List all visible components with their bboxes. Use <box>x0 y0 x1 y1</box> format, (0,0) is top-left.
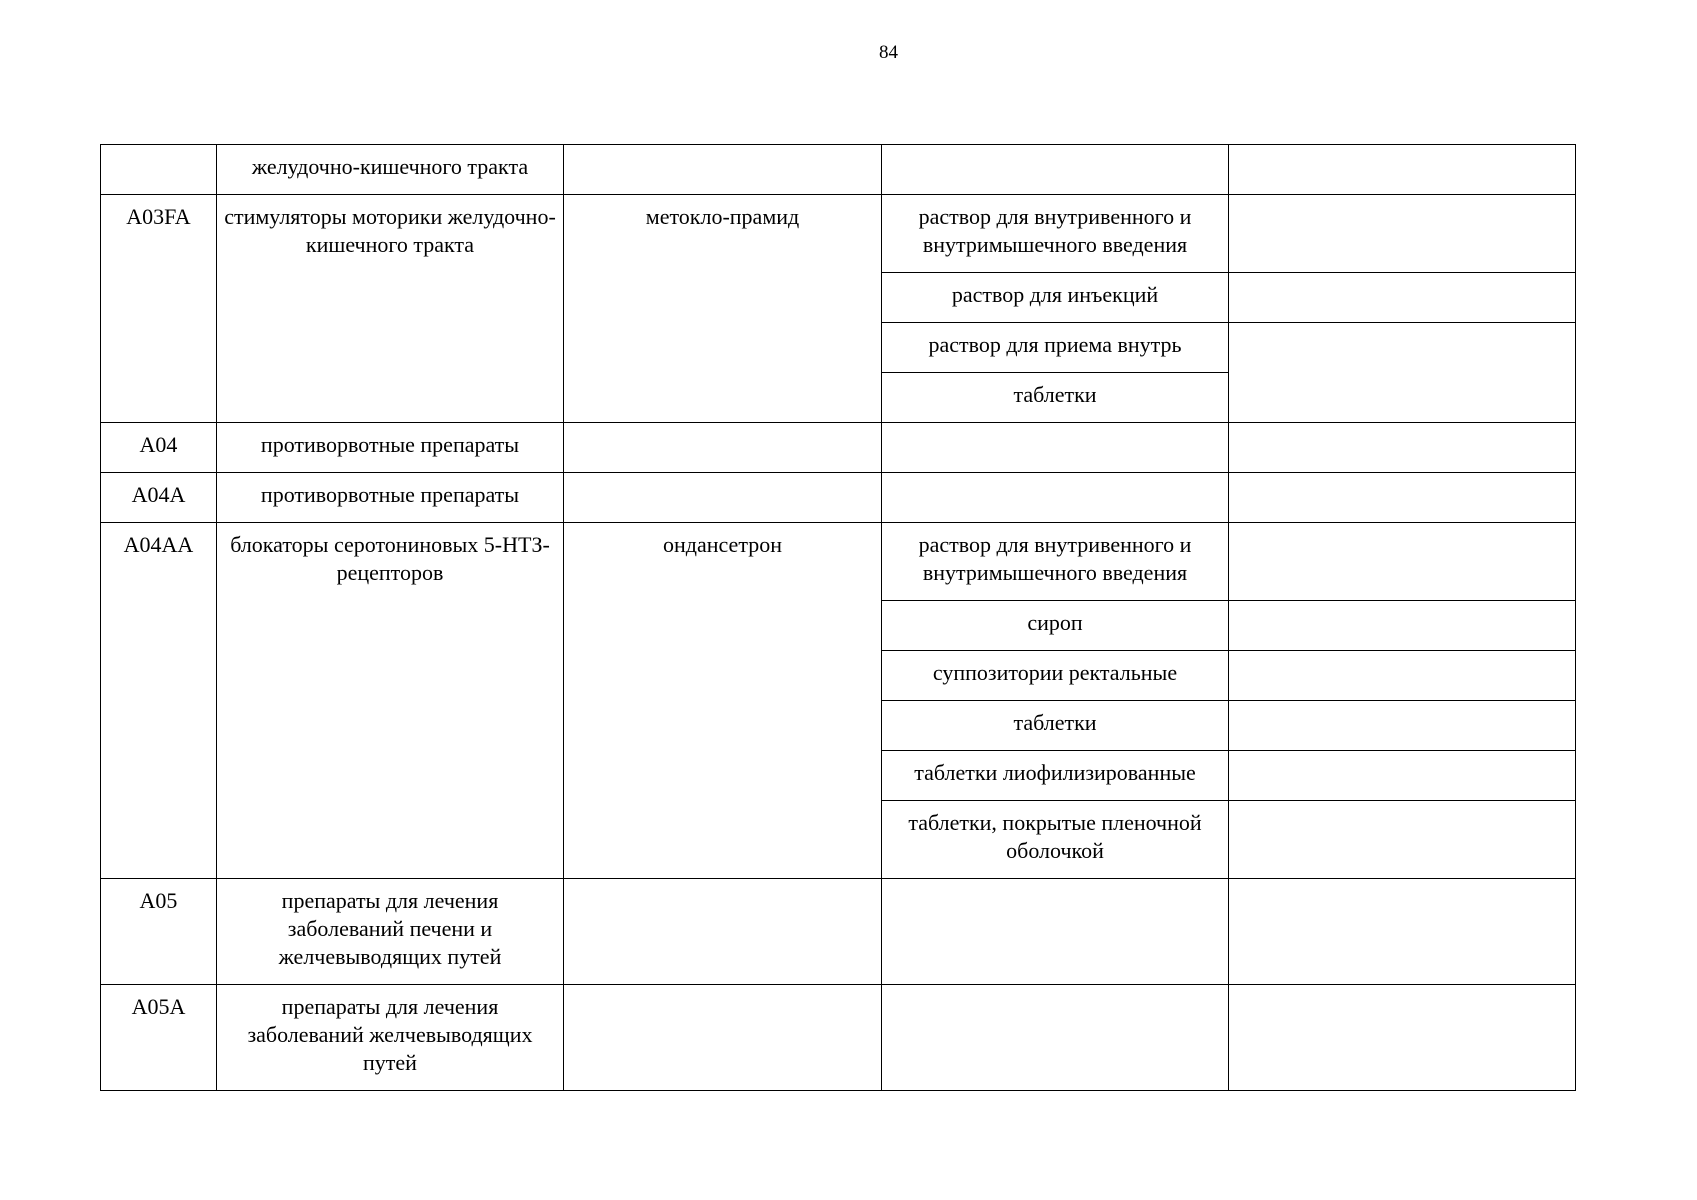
empty-cell <box>1229 651 1576 701</box>
empty-cell <box>1229 985 1576 1091</box>
atc-group-cell: противорвотные препараты <box>217 473 564 523</box>
empty-cell <box>1229 751 1576 801</box>
drug-list-table <box>100 144 1576 1091</box>
dosage-form-cell <box>882 879 1229 985</box>
dosage-form-cell: раствор для приема внутрь <box>882 323 1229 373</box>
empty-cell <box>1229 423 1576 473</box>
table-row <box>101 145 1576 195</box>
empty-cell <box>1229 273 1576 323</box>
empty-cell <box>1229 323 1576 423</box>
table-row <box>101 473 1576 523</box>
drug-name-cell: ондансетрон <box>564 523 882 879</box>
empty-cell <box>1229 879 1576 985</box>
table-row <box>101 985 1576 1091</box>
atc-group-cell: препараты для лечения заболеваний желчевыводящих путей <box>217 985 564 1091</box>
dosage-form-cell: раствор для внутривенного и внутримышечного введения <box>882 523 1229 601</box>
empty-cell <box>1229 801 1576 879</box>
empty-cell <box>1229 473 1576 523</box>
atc-group-cell: препараты для лечения заболеваний печени и желчевыводящих путей <box>217 879 564 985</box>
drug-name-cell <box>564 879 882 985</box>
dosage-form-cell: сироп <box>882 601 1229 651</box>
dosage-form-cell <box>882 985 1229 1091</box>
atc-code-cell: A03FA <box>101 195 217 423</box>
atc-code-cell: A04A <box>101 473 217 523</box>
atc-code-cell: A05A <box>101 985 217 1091</box>
dosage-form-cell: суппозитории ректальные <box>882 651 1229 701</box>
empty-cell <box>1229 145 1576 195</box>
table-row <box>101 195 1576 273</box>
atc-code-cell <box>101 145 217 195</box>
dosage-form-cell: таблетки <box>882 373 1229 423</box>
table-row <box>101 523 1576 601</box>
drug-name-cell <box>564 145 882 195</box>
atc-group-cell: стимуляторы моторики желудочно-кишечного тракта <box>217 195 564 423</box>
empty-cell <box>1229 195 1576 273</box>
dosage-form-cell: таблетки <box>882 701 1229 751</box>
atc-code-cell: A05 <box>101 879 217 985</box>
drug-name-cell <box>564 423 882 473</box>
empty-cell <box>1229 601 1576 651</box>
empty-cell <box>1229 701 1576 751</box>
atc-code-cell: A04 <box>101 423 217 473</box>
dosage-form-cell: раствор для внутривенного и внутримышечного введения <box>882 195 1229 273</box>
empty-cell <box>1229 523 1576 601</box>
dosage-form-cell: таблетки, покрытые пленочной оболочкой <box>882 801 1229 879</box>
drug-name-cell <box>564 473 882 523</box>
page-number: 84 <box>879 42 898 63</box>
dosage-form-cell: раствор для инъекций <box>882 273 1229 323</box>
dosage-form-cell: таблетки лиофилизированные <box>882 751 1229 801</box>
table-row <box>101 423 1576 473</box>
atc-group-cell: противорвотные препараты <box>217 423 564 473</box>
atc-group-cell: желудочно-кишечного тракта <box>217 145 564 195</box>
dosage-form-cell <box>882 423 1229 473</box>
atc-group-cell: блокаторы серотониновых 5-НТЗ-рецепторов <box>217 523 564 879</box>
table-row <box>101 879 1576 985</box>
drug-name-cell: метокло-прамид <box>564 195 882 423</box>
drug-name-cell <box>564 985 882 1091</box>
dosage-form-cell <box>882 473 1229 523</box>
atc-code-cell: A04AA <box>101 523 217 879</box>
dosage-form-cell <box>882 145 1229 195</box>
